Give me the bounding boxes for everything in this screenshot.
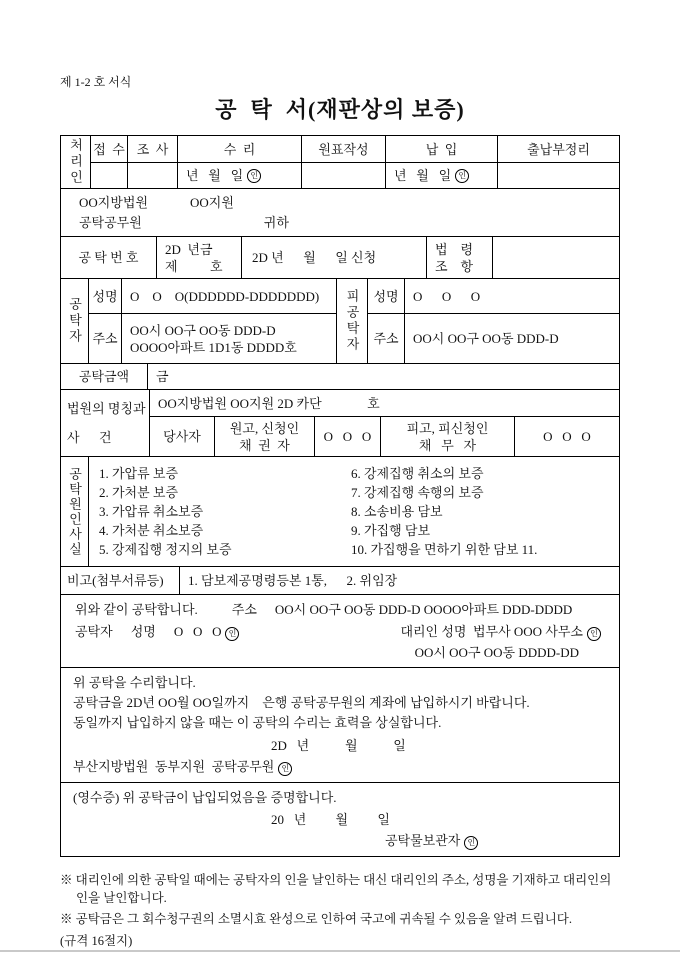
processing-grid: [91, 136, 619, 188]
acceptance-signer-line: [73, 758, 607, 776]
payment-date-cell: [385, 163, 497, 188]
court-case-label-line2: 사 건: [67, 430, 112, 445]
court-case-body: [149, 390, 619, 456]
party-label: 당사자: [163, 429, 201, 444]
depositor-address: [121, 314, 336, 363]
amount-value: 금: [147, 364, 619, 389]
acceptance-signer: 부산지방법원 동부지원 공탁공무원: [73, 759, 275, 774]
plaintiff-label-line1: 원고, 신청인: [229, 420, 300, 436]
cause-items-right: [351, 464, 619, 559]
parties-section: [61, 278, 619, 363]
depositor-address-label: 주소: [92, 331, 118, 346]
cause-item: 2. 가처분 보증: [99, 485, 179, 500]
defendant-name: O O O: [514, 417, 619, 456]
col-header-acceptance: 수 리: [177, 136, 301, 162]
footnote-escheat: ※ 공탁금은 그 회수청구권의 소멸시효 완성으로 인하여 국고에 귀속될 수 있음을 알려 드립니다.: [60, 912, 572, 926]
recipient-label-cell: [336, 279, 368, 363]
remarks-value: 1. 담보제공명령등본 1통, 2. 위임장: [179, 567, 619, 594]
declaration-depositor: [75, 623, 239, 641]
receipt-line1: (영수증) 위 공탁금이 납입되었음을 증명합니다.: [73, 790, 337, 805]
seal-icon: 인: [225, 627, 239, 641]
declaration-name-label: 성명: [130, 624, 156, 639]
plaintiff-label-cell: [214, 417, 314, 456]
col-header-ledger: 원표작성: [301, 136, 385, 162]
declaration-line1: [75, 601, 605, 618]
seal-icon: 인: [464, 836, 478, 850]
deposit-officer: 공탁공무원: [79, 215, 142, 230]
depositor-label-cell: [61, 279, 89, 363]
seal-icon: 인: [455, 169, 469, 183]
cause-item: 3. 가압류 취소보증: [99, 504, 204, 519]
declaration-statement: 위와 같이 공탁합니다.: [75, 602, 198, 617]
receipt-signer: 공탁물보관자: [385, 833, 461, 848]
depositor-address-line2: OOOO아파트 1D1동 DDDD호: [130, 339, 297, 355]
court-case-section: [61, 389, 619, 456]
deposit-form: [60, 135, 620, 857]
cause-section: [61, 456, 619, 566]
court-case-label-line1: 법원의 명칭과: [67, 401, 146, 416]
recipient-label: 피공탁자: [344, 289, 360, 353]
acceptance-line2: 공탁금을 2D년 OO월 OO일까지 은행 공탁공무원의 계좌에 납입하시기 바랍니다.: [73, 695, 530, 710]
cause-label: 공탁원인사실: [67, 466, 82, 557]
cause-label-cell: [61, 457, 89, 566]
cause-item: 1. 가압류 보증: [99, 466, 179, 481]
receipt-date-line: 20 년 월 일: [271, 812, 390, 827]
recipient-address: OO시 OO구 OO동 DDD-D: [404, 314, 619, 363]
receipt-signer-line: [385, 832, 607, 850]
cause-item: 6. 강제집행 취소의 보증: [351, 466, 484, 481]
declaration-line2: [75, 623, 605, 641]
col-header-cashbook: 출납부정리: [497, 136, 619, 162]
payment-date-blank: 년 월 일: [394, 168, 452, 183]
depositor-address-row: [89, 313, 336, 363]
processing-header-row: [91, 136, 619, 162]
depositor-name-row: [89, 279, 336, 313]
deposit-number-line2: 제 호: [165, 258, 223, 274]
court-branch: OO지원: [190, 195, 234, 210]
cause-item: 8. 소송비용 담보: [351, 504, 443, 519]
declaration-depositor-name: O O O: [173, 624, 222, 639]
addressee-officer-line: [79, 214, 619, 231]
acceptance-date-blank: 년 월 일: [186, 168, 244, 183]
processing-stamp-row: [91, 162, 619, 188]
agent-address: OO시 OO구 OO동 DDDD-DD: [414, 645, 579, 660]
acceptance-line1: 위 공탁을 수리합니다.: [73, 675, 196, 690]
parties-row: [150, 416, 619, 456]
acceptance-date-line: 2D 년 월 일: [271, 738, 406, 753]
cashbook-stamp-cell: [497, 163, 619, 188]
deposit-number-cell: [156, 237, 241, 278]
court-case-label-cell: [61, 390, 149, 456]
remarks-section: [61, 566, 619, 594]
ledger-stamp-cell: [301, 163, 385, 188]
cause-item: 4. 가처분 취소보증: [99, 523, 204, 538]
declaration-agent-line: 대리인 성명 법무사 OOO 사무소: [400, 624, 583, 639]
cause-item: 10. 가집행을 면하기 위한 담보 11.: [351, 542, 538, 557]
honorific: 귀하: [263, 215, 289, 230]
cause-item: 9. 가집행 담보: [351, 523, 431, 538]
amount-section: [61, 363, 619, 389]
declaration-address-label: 주소: [231, 602, 257, 617]
application-date-cell: 2D 년 월 일 신청: [241, 237, 426, 278]
review-stamp-cell: [127, 163, 177, 188]
recipient-address-row: [368, 313, 619, 363]
scan-edge-line: [0, 950, 680, 952]
processor-label: 처리인: [68, 138, 83, 186]
receipt-stamp-cell: [91, 163, 127, 188]
col-header-review: 조 사: [127, 136, 177, 162]
recipient-name-label: 성명: [373, 288, 399, 304]
depositor-address-line1: OO시 OO구 OO동 DDD-D: [130, 322, 276, 338]
plaintiff-name: O O O: [314, 417, 380, 456]
processing-section: [61, 136, 619, 188]
defendant-label-cell: [380, 417, 514, 456]
amount-label: 공탁금액: [78, 369, 130, 384]
remarks-label: 비고(첨부서류등): [67, 573, 164, 588]
receipt-section: [61, 782, 619, 856]
addressee-section: [61, 188, 619, 236]
acceptance-section: [61, 667, 619, 782]
defendant-label-line2: 채 무 자: [418, 437, 477, 453]
plaintiff-label-line2: 채 권 자: [239, 437, 290, 453]
depositor-name-label: 성명: [92, 288, 118, 304]
acceptance-line3: 동일까지 납입하지 않을 때는 이 공탁의 수리는 효력을 상실합니다.: [73, 715, 442, 730]
col-header-payment: 납 입: [385, 136, 497, 162]
statute-line2: 조 항: [435, 258, 474, 274]
deposit-number-section: [61, 236, 619, 278]
statute-line1: 법 령: [435, 241, 474, 257]
seal-icon: 인: [587, 627, 601, 641]
court-name: OO지방법원: [79, 195, 149, 210]
addressee-court-line: [79, 194, 619, 211]
recipient-name-row: [368, 279, 619, 313]
declaration-section: [61, 594, 619, 667]
statute-blank-cell: [492, 237, 619, 278]
paper-spec: (규격 16절지): [60, 934, 133, 948]
processor-label-cell: [61, 136, 91, 188]
form-number: 제 1-2 호 서식: [60, 75, 132, 89]
declaration-agent: [400, 623, 605, 641]
recipient-details: [368, 279, 619, 363]
declaration-address: OO시 OO구 OO동 DDD-D OOOO아파트 DDD-DDDD: [274, 602, 573, 617]
seal-icon: 인: [247, 169, 261, 183]
seal-icon: 인: [278, 762, 292, 776]
page-title: 공 탁 서(재판상의 보증): [215, 97, 465, 122]
defendant-label-line1: 피고, 피신청인: [406, 420, 489, 436]
deposit-number-line1: 2D 년금: [165, 241, 213, 257]
case-court-name: OO지방법원 OO지원 2D 카단 호: [158, 395, 380, 411]
cause-item: 5. 강제집행 정지의 보증: [99, 542, 232, 557]
declaration-depositor-label: 공탁자: [75, 624, 113, 639]
footnote-agent: ※ 대리인에 의한 공탁일 때에는 공탁자의 인을 날인하는 대신 대리인의 주소, 성명을 기재하고 대리인의 인을 날인합니다.: [60, 873, 615, 905]
depositor-name: O O O(DDDDDD-DDDDDDD): [121, 279, 336, 313]
cause-items: [89, 457, 619, 566]
footnotes: [60, 871, 620, 928]
cause-item: 7. 강제집행 속행의 보증: [351, 485, 484, 500]
cause-items-left: [99, 464, 351, 559]
depositor-label: 공탁자: [67, 297, 82, 345]
acceptance-date-cell: [177, 163, 301, 188]
depositor-details: [89, 279, 336, 363]
statute-label-cell: [426, 237, 492, 278]
col-header-receipt: 접 수: [93, 141, 125, 157]
deposit-number-label: 공 탁 번 호: [78, 250, 139, 265]
recipient-name: O O O: [404, 279, 619, 313]
recipient-address-label: 주소: [373, 331, 399, 346]
